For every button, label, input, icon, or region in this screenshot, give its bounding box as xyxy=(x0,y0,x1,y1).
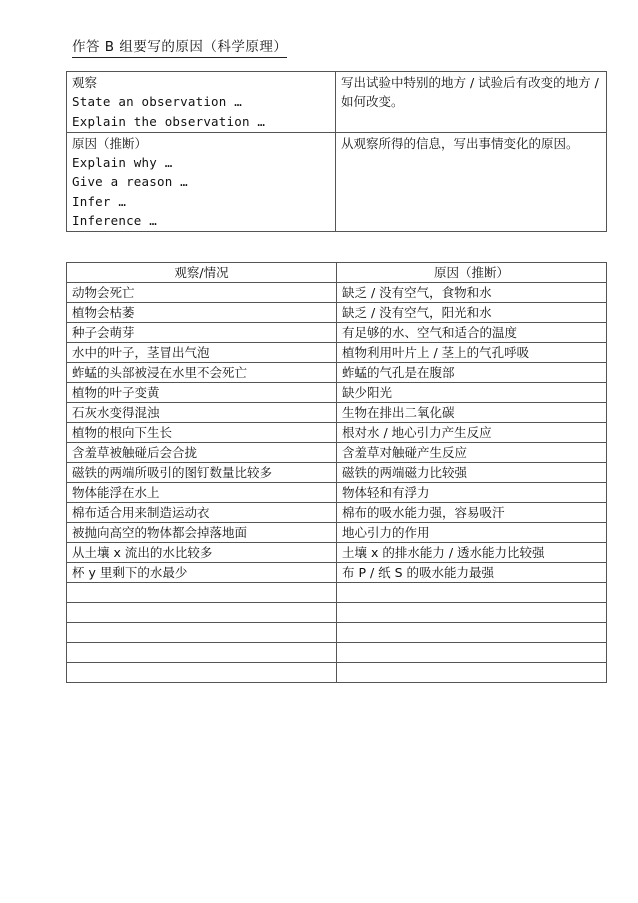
reason-cell: 地心引力的作用 xyxy=(337,523,607,543)
observation-cell: 植物的叶子变黄 xyxy=(67,383,337,403)
inference-prompt-3: Infer … xyxy=(72,193,127,209)
observation-cell xyxy=(67,623,337,643)
table-row xyxy=(67,543,607,563)
reason-cell: 缺乏 / 没有空气，阳光和水 xyxy=(337,303,607,323)
table-row xyxy=(67,623,607,643)
observation-cell: 动物会死亡 xyxy=(67,283,337,303)
observation-cell xyxy=(67,603,337,623)
observation-cell: 水中的叶子，茎冒出气泡 xyxy=(67,343,337,363)
guide-table xyxy=(66,71,607,232)
table-row xyxy=(67,563,607,583)
observation-cell: 含羞草被触碰后会合拢 xyxy=(67,443,337,463)
table-row xyxy=(67,503,607,523)
table-row xyxy=(67,523,607,543)
table-row xyxy=(67,303,607,323)
inference-description: 从观察所得的信息，写出事情变化的原因。 xyxy=(336,132,607,231)
reason-cell: 棉布的吸水能力强，容易吸汗 xyxy=(337,503,607,523)
header-reason: 原因（推断） xyxy=(337,263,607,283)
table-row xyxy=(67,663,607,683)
reason-cell: 土壤 x 的排水能力 / 透水能力比较强 xyxy=(337,543,607,563)
observation-cell: 石灰水变得混浊 xyxy=(67,403,337,423)
table-row xyxy=(67,423,607,443)
observation-cell: 植物的根向下生长 xyxy=(67,423,337,443)
table-row xyxy=(67,443,607,463)
page-title: 作答 B 组要写的原因（科学原理） xyxy=(72,38,287,58)
observation-cell: 植物会枯萎 xyxy=(67,303,337,323)
inference-prompt-2: Give a reason … xyxy=(72,174,188,190)
reason-cell: 蚱蜢的气孔是在腹部 xyxy=(337,363,607,383)
observation-cell: 蚱蜢的头部被浸在水里不会死亡 xyxy=(67,363,337,383)
inference-prompt-4: Inference … xyxy=(72,213,157,229)
table-row xyxy=(67,643,607,663)
observation-prompt-2: Explain the observation … xyxy=(72,113,266,129)
reason-cell: 物体轻和有浮力 xyxy=(337,483,607,503)
reasons-body xyxy=(67,283,607,683)
reason-cell: 磁铁的两端磁力比较强 xyxy=(337,463,607,483)
reasons-table xyxy=(66,262,607,683)
reason-cell: 缺乏 / 没有空气，食物和水 xyxy=(337,283,607,303)
observation-cell: 磁铁的两端所吸引的图钉数量比较多 xyxy=(67,463,337,483)
observation-prompt-1: State an observation … xyxy=(72,94,242,110)
observation-description: 写出试验中特别的地方 / 试验后有改变的地方 / 如何改变。 xyxy=(336,72,607,133)
observation-cell xyxy=(67,643,337,663)
table-row xyxy=(67,383,607,403)
observation-cell xyxy=(67,583,337,603)
observation-cell xyxy=(67,663,337,683)
table-row xyxy=(67,583,607,603)
table-row xyxy=(67,323,607,343)
observation-cell: 被抛向高空的物体都会掉落地面 xyxy=(67,523,337,543)
observation-cell: 物体能浮在水上 xyxy=(67,483,337,503)
reasons-header-row xyxy=(67,263,607,283)
observation-cell: 种子会萌芽 xyxy=(67,323,337,343)
table-row xyxy=(67,343,607,363)
table-row xyxy=(67,403,607,423)
table-row xyxy=(67,483,607,503)
reason-cell: 布 P / 纸 S 的吸水能力最强 xyxy=(337,563,607,583)
reason-cell xyxy=(337,643,607,663)
observation-label: 观察 xyxy=(72,75,98,90)
reason-cell: 有足够的水、空气和适合的温度 xyxy=(337,323,607,343)
reason-cell xyxy=(337,663,607,683)
table-row xyxy=(67,603,607,623)
reason-cell: 含羞草对触碰产生反应 xyxy=(337,443,607,463)
reason-cell xyxy=(337,623,607,643)
observation-cell: 棉布适合用来制造运动衣 xyxy=(67,503,337,523)
reason-cell: 生物在排出二氧化碳 xyxy=(337,403,607,423)
table-row xyxy=(67,463,607,483)
reason-cell xyxy=(337,603,607,623)
observation-cell: 杯 y 里剩下的水最少 xyxy=(67,563,337,583)
guide-row-inference xyxy=(67,132,607,231)
reason-cell: 植物利用叶片上 / 茎上的气孔呼吸 xyxy=(337,343,607,363)
guide-row-observation xyxy=(67,72,607,133)
table-row xyxy=(67,363,607,383)
reason-cell: 根对水 / 地心引力产生反应 xyxy=(337,423,607,443)
table-row xyxy=(67,283,607,303)
header-observation: 观察/情况 xyxy=(67,263,337,283)
observation-cell: 从土壤 x 流出的水比较多 xyxy=(67,543,337,563)
reason-cell xyxy=(337,583,607,603)
reason-cell: 缺少阳光 xyxy=(337,383,607,403)
inference-prompts-cell xyxy=(67,132,336,231)
inference-label: 原因（推断） xyxy=(72,135,148,151)
observation-prompts-cell xyxy=(67,72,336,133)
inference-prompt-1: Explain why … xyxy=(72,155,173,171)
